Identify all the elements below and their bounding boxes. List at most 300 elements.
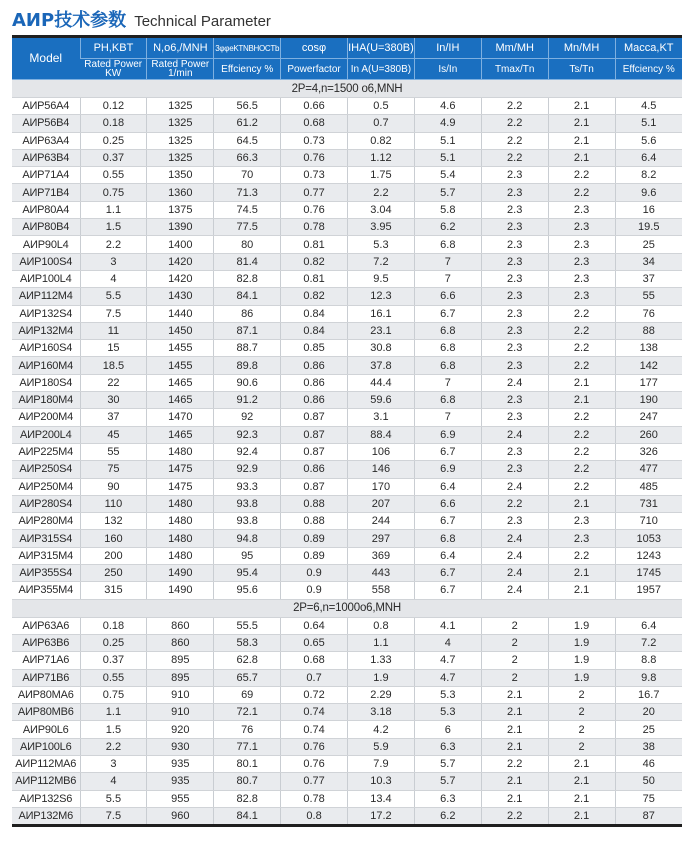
value-cell: 84.1 [214,288,281,305]
value-cell: 1465 [147,374,214,391]
value-cell: 6.9 [414,461,481,478]
value-cell: 89.8 [214,357,281,374]
table-body [12,80,682,826]
table-row [12,357,682,374]
value-cell: 1.5 [80,721,147,738]
value-cell: 80.7 [214,773,281,790]
value-cell: 1390 [147,219,214,236]
table-row [12,288,682,305]
table-row [12,461,682,478]
value-cell: 326 [615,443,682,460]
value-cell: 2 [548,738,615,755]
table-row [12,790,682,807]
model-cell: АИР112M4 [12,288,80,305]
value-cell: 1.1 [80,201,147,218]
table-row [12,652,682,669]
model-cell: АИР90L4 [12,236,80,253]
value-cell: 0.81 [281,270,348,287]
value-cell: 0.87 [281,409,348,426]
value-cell: 74.5 [214,201,281,218]
table-row [12,305,682,322]
model-cell: АИР63A4 [12,132,80,149]
value-cell: 0.73 [281,167,348,184]
value-cell: 30.8 [348,340,415,357]
value-cell: 0.68 [281,652,348,669]
value-cell: 2.4 [481,530,548,547]
value-cell: 75 [80,461,147,478]
value-cell: 7.5 [80,305,147,322]
table-row [12,219,682,236]
value-cell: 2.1 [548,132,615,149]
value-cell: 485 [615,478,682,495]
value-cell: 2.1 [548,807,615,825]
value-cell: 2.2 [548,340,615,357]
value-cell: 3.04 [348,201,415,218]
value-cell: 315 [80,582,147,599]
value-cell: 2.1 [481,721,548,738]
value-cell: 0.55 [80,167,147,184]
value-cell: 58.3 [214,634,281,651]
value-cell: 1.1 [80,704,147,721]
value-cell: 3 [80,755,147,772]
header-current: In A(U=380B) [348,59,415,80]
value-cell: 6.8 [414,392,481,409]
value-cell: 4.5 [615,98,682,115]
value-cell: 2.2 [481,149,548,166]
value-cell: 16 [615,201,682,218]
table-row [12,704,682,721]
value-cell: 2.2 [548,322,615,339]
section-header-row [12,80,682,98]
value-cell: 71.3 [214,184,281,201]
value-cell: 0.87 [281,443,348,460]
table-row [12,184,682,201]
model-cell: АИР63B4 [12,149,80,166]
value-cell: 2.2 [548,547,615,564]
value-cell: 90.6 [214,374,281,391]
value-cell: 3.1 [348,409,415,426]
value-cell: 77.1 [214,738,281,755]
value-cell: 0.86 [281,357,348,374]
value-cell: 6.9 [414,426,481,443]
table-row [12,478,682,495]
value-cell: 0.84 [281,305,348,322]
model-cell: АИР90L6 [12,721,80,738]
value-cell: 558 [348,582,415,599]
value-cell: 86 [214,305,281,322]
value-cell: 2.3 [481,340,548,357]
table-row [12,773,682,790]
header-weight: Effciency % [615,59,682,80]
table-row [12,426,682,443]
value-cell: 1325 [147,98,214,115]
value-cell: 6.2 [414,807,481,825]
value-cell: 1475 [147,461,214,478]
value-cell: 1440 [147,305,214,322]
value-cell: 2.1 [548,790,615,807]
value-cell: 87 [615,807,682,825]
table-row [12,270,682,287]
value-cell: 2.3 [481,305,548,322]
value-cell: 930 [147,738,214,755]
header-cos-phi: cosφ [281,37,348,59]
value-cell: 5.1 [615,115,682,132]
value-cell: 477 [615,461,682,478]
value-cell: 955 [147,790,214,807]
header-efficiency-ru: 3φφeKTNBHOCTb [214,37,281,59]
value-cell: 0.77 [281,184,348,201]
value-cell: 244 [348,513,415,530]
model-cell: АИР180M4 [12,392,80,409]
value-cell: 731 [615,495,682,512]
value-cell: 3.95 [348,219,415,236]
value-cell: 2.3 [548,253,615,270]
value-cell: 10.3 [348,773,415,790]
header-in-ih: In/IH [414,37,481,59]
value-cell: 1375 [147,201,214,218]
value-cell: 0.82 [281,288,348,305]
table-header [12,37,682,80]
header-power-kbt: PH,KBT [80,37,147,59]
model-cell: АИР355S4 [12,565,80,582]
table-row [12,409,682,426]
header-current-ru: IHA(U=380B) [348,37,415,59]
value-cell: 46 [615,755,682,772]
value-cell: 62.8 [214,652,281,669]
value-cell: 2.1 [481,686,548,703]
value-cell: 13.4 [348,790,415,807]
value-cell: 1475 [147,478,214,495]
value-cell: 1243 [615,547,682,564]
value-cell: 4 [80,270,147,287]
model-cell: АИР112MB6 [12,773,80,790]
value-cell: 2.1 [548,374,615,391]
value-cell: 2.2 [548,184,615,201]
value-cell: 2 [548,721,615,738]
model-cell: АИР80MB6 [12,704,80,721]
value-cell: 9.8 [615,669,682,686]
value-cell: 55.5 [214,617,281,634]
value-cell: 7 [414,409,481,426]
value-cell: 69 [214,686,281,703]
value-cell: 38 [615,738,682,755]
value-cell: 2 [548,686,615,703]
value-cell: 15 [80,340,147,357]
value-cell: 1490 [147,565,214,582]
value-cell: 0.76 [281,755,348,772]
value-cell: 0.7 [281,669,348,686]
value-cell: 0.85 [281,340,348,357]
value-cell: 0.76 [281,201,348,218]
value-cell: 5.4 [414,167,481,184]
value-cell: 2.4 [481,374,548,391]
value-cell: 12.3 [348,288,415,305]
value-cell: 6.6 [414,288,481,305]
value-cell: 93.3 [214,478,281,495]
value-cell: 1430 [147,288,214,305]
value-cell: 1.9 [548,617,615,634]
value-cell: 88.7 [214,340,281,357]
value-cell: 2.1 [548,773,615,790]
model-cell: АИР225M4 [12,443,80,460]
value-cell: 6.6 [414,495,481,512]
value-cell: 1455 [147,357,214,374]
value-cell: 1053 [615,530,682,547]
model-cell: АИР80B4 [12,219,80,236]
value-cell: 1.75 [348,167,415,184]
header-mm-mh: Mm/MH [481,37,548,59]
section-header-row [12,599,682,617]
value-cell: 81.4 [214,253,281,270]
value-cell: 2.1 [481,790,548,807]
value-cell: 37 [80,409,147,426]
value-cell: 1957 [615,582,682,599]
value-cell: 2.3 [481,167,548,184]
value-cell: 1.9 [548,669,615,686]
value-cell: 250 [80,565,147,582]
table-row [12,322,682,339]
value-cell: 1350 [147,167,214,184]
value-cell: 1480 [147,547,214,564]
value-cell: 2.3 [548,201,615,218]
model-cell: АИР71A4 [12,167,80,184]
value-cell: 6.3 [414,738,481,755]
value-cell: 2.1 [481,773,548,790]
value-cell: 6.2 [414,219,481,236]
value-cell: 2.2 [548,305,615,322]
value-cell: 55 [615,288,682,305]
header-rated-power-rpm: Rated Power 1/min [147,59,214,80]
value-cell: 95.4 [214,565,281,582]
header-efficiency: Effciency % [214,59,281,80]
value-cell: 2 [548,704,615,721]
value-cell: 2.29 [348,686,415,703]
value-cell: 2.3 [481,513,548,530]
value-cell: 2.2 [481,755,548,772]
value-cell: 1465 [147,426,214,443]
value-cell: 160 [80,530,147,547]
table-row [12,738,682,755]
model-cell: АИР132M4 [12,322,80,339]
value-cell: 6.4 [615,149,682,166]
value-cell: 0.64 [281,617,348,634]
value-cell: 895 [147,669,214,686]
value-cell: 5.7 [414,755,481,772]
value-cell: 2.1 [548,149,615,166]
value-cell: 20 [615,704,682,721]
value-cell: 6.8 [414,530,481,547]
value-cell: 4 [80,773,147,790]
value-cell: 0.75 [80,686,147,703]
model-cell: АИР160M4 [12,357,80,374]
value-cell: 0.8 [281,807,348,825]
value-cell: 6.8 [414,236,481,253]
value-cell: 132 [80,513,147,530]
value-cell: 2.3 [548,288,615,305]
value-cell: 369 [348,547,415,564]
value-cell: 1420 [147,270,214,287]
value-cell: 3 [80,253,147,270]
value-cell: 2.4 [481,582,548,599]
value-cell: 910 [147,704,214,721]
model-cell: АИР112MA6 [12,755,80,772]
value-cell: 45 [80,426,147,443]
value-cell: 0.8 [348,617,415,634]
value-cell: 1.5 [80,219,147,236]
value-cell: 0.77 [281,773,348,790]
model-cell: АИР200M4 [12,409,80,426]
value-cell: 2.1 [548,98,615,115]
value-cell: 2.3 [481,461,548,478]
value-cell: 4.9 [414,115,481,132]
value-cell: 6.7 [414,443,481,460]
title-chinese: АИР技术参数 [12,10,127,31]
value-cell: 260 [615,426,682,443]
table-row [12,253,682,270]
value-cell: 17.2 [348,807,415,825]
value-cell: 7.9 [348,755,415,772]
header-mass: Macca,KT [615,37,682,59]
model-cell: АИР315S4 [12,530,80,547]
value-cell: 146 [348,461,415,478]
value-cell: 2.2 [481,495,548,512]
value-cell: 2.2 [348,184,415,201]
value-cell: 76 [214,721,281,738]
model-cell: АИР80MA6 [12,686,80,703]
model-cell: АИР132S4 [12,305,80,322]
value-cell: 1400 [147,236,214,253]
value-cell: 0.7 [348,115,415,132]
value-cell: 2.1 [548,582,615,599]
value-cell: 7 [414,270,481,287]
value-cell: 1480 [147,530,214,547]
value-cell: 80.1 [214,755,281,772]
value-cell: 1455 [147,340,214,357]
value-cell: 37.8 [348,357,415,374]
value-cell: 895 [147,652,214,669]
value-cell: 2.3 [548,236,615,253]
value-cell: 95.6 [214,582,281,599]
value-cell: 93.8 [214,495,281,512]
value-cell: 1480 [147,513,214,530]
value-cell: 2.2 [548,443,615,460]
value-cell: 4.2 [348,721,415,738]
value-cell: 0.87 [281,426,348,443]
model-cell: АИР56A4 [12,98,80,115]
model-cell: АИР71B6 [12,669,80,686]
value-cell: 9.6 [615,184,682,201]
table-row [12,530,682,547]
table-row [12,721,682,738]
value-cell: 75 [615,790,682,807]
value-cell: 1480 [147,495,214,512]
header-powerfactor: Powerfactor [281,59,348,80]
header-model: Model [12,37,80,80]
value-cell: 0.18 [80,617,147,634]
value-cell: 1480 [147,443,214,460]
value-cell: 37 [615,270,682,287]
value-cell: 2.3 [481,270,548,287]
value-cell: 0.86 [281,461,348,478]
value-cell: 106 [348,443,415,460]
table-row [12,547,682,564]
value-cell: 1.1 [348,634,415,651]
value-cell: 92.3 [214,426,281,443]
value-cell: 0.55 [80,669,147,686]
value-cell: 2 [481,634,548,651]
value-cell: 0.12 [80,98,147,115]
value-cell: 2.4 [481,547,548,564]
value-cell: 4.6 [414,98,481,115]
value-cell: 2.2 [481,132,548,149]
value-cell: 0.86 [281,374,348,391]
value-cell: 0.37 [80,652,147,669]
value-cell: 2.2 [548,478,615,495]
value-cell: 2.3 [481,322,548,339]
value-cell: 6.4 [615,617,682,634]
value-cell: 16.1 [348,305,415,322]
table-row [12,132,682,149]
title-english: Technical Parameter [134,13,271,30]
value-cell: 5.8 [414,201,481,218]
model-cell: АИР315M4 [12,547,80,564]
value-cell: 91.2 [214,392,281,409]
model-cell: АИР280M4 [12,513,80,530]
value-cell: 2.2 [80,738,147,755]
value-cell: 2.2 [548,426,615,443]
value-cell: 92.9 [214,461,281,478]
table-row [12,443,682,460]
value-cell: 860 [147,617,214,634]
table-row [12,115,682,132]
value-cell: 6.7 [414,582,481,599]
value-cell: 0.75 [80,184,147,201]
section-label: 2P=6,n=1000o6,MNH [12,599,682,617]
value-cell: 2.4 [481,565,548,582]
table-row [12,236,682,253]
value-cell: 960 [147,807,214,825]
value-cell: 1.9 [548,652,615,669]
model-cell: АИР63A6 [12,617,80,634]
value-cell: 5.9 [348,738,415,755]
value-cell: 6.8 [414,322,481,339]
value-cell: 5.6 [615,132,682,149]
value-cell: 2.1 [548,565,615,582]
table-row [12,686,682,703]
value-cell: 1470 [147,409,214,426]
table-row [12,565,682,582]
value-cell: 443 [348,565,415,582]
header-tmax-tn: Tmax/Tn [481,59,548,80]
value-cell: 2.1 [481,738,548,755]
value-cell: 0.89 [281,547,348,564]
value-cell: 0.18 [80,115,147,132]
value-cell: 5.5 [80,790,147,807]
value-cell: 92.4 [214,443,281,460]
value-cell: 2.1 [481,704,548,721]
value-cell: 0.65 [281,634,348,651]
model-cell: АИР132M6 [12,807,80,825]
value-cell: 5.3 [414,686,481,703]
value-cell: 77.5 [214,219,281,236]
value-cell: 93.8 [214,513,281,530]
value-cell: 88.4 [348,426,415,443]
value-cell: 66.3 [214,149,281,166]
value-cell: 72.1 [214,704,281,721]
value-cell: 0.72 [281,686,348,703]
value-cell: 0.84 [281,322,348,339]
value-cell: 2.3 [481,443,548,460]
